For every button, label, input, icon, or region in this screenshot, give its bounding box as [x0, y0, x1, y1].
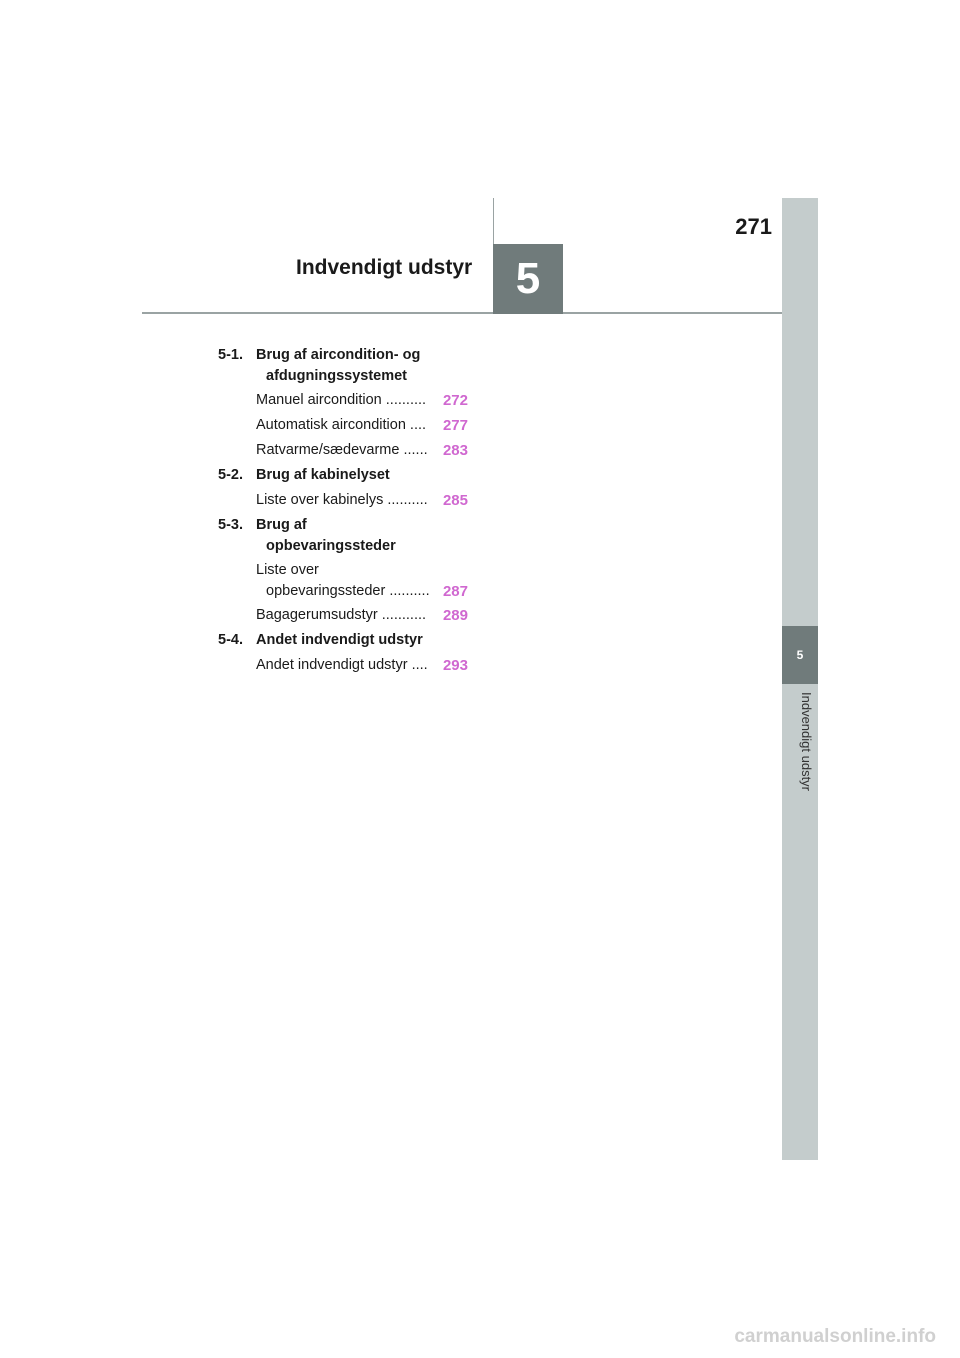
section-number: 5-4.: [218, 632, 243, 648]
section-title: [256, 630, 466, 651]
section-title: [256, 345, 466, 387]
side-chapter-tab[interactable]: 5: [782, 626, 818, 684]
toc-entry[interactable]: [256, 440, 468, 461]
entry-page-link[interactable]: 283: [442, 442, 468, 459]
entry-page-link[interactable]: 287: [442, 583, 468, 600]
section-title-line: opbevaringssteder: [266, 538, 396, 554]
toc-entry[interactable]: [256, 655, 468, 676]
section-title-line: afdugningssystemet: [266, 368, 407, 384]
section-title-line: Brug af kabinelyset: [256, 467, 390, 483]
side-chapter-label: Indvendigt udstyr: [799, 692, 814, 792]
chapter-title: Indvendigt udstyr: [296, 256, 473, 279]
watermark: carmanualsonline.info: [734, 1326, 936, 1347]
entry-label: Andet indvendigt udstyr ....: [256, 657, 428, 673]
toc-entry[interactable]: [256, 490, 468, 511]
entry-page-link[interactable]: 277: [442, 417, 468, 434]
toc-entry[interactable]: [256, 605, 468, 626]
entry-label: opbevaringssteder ..........: [266, 583, 430, 599]
entry-label-line: Liste over: [256, 562, 319, 578]
section-number: 5-3.: [218, 517, 243, 533]
toc-entry[interactable]: [256, 415, 468, 436]
entry-page-link[interactable]: 293: [442, 657, 468, 674]
section-title-line: Brug af: [256, 517, 307, 533]
section-title: [256, 465, 466, 486]
entry-label: Bagagerumsudstyr ...........: [256, 607, 427, 623]
entry-label: Ratvarme/sædevarme ......: [256, 442, 428, 458]
entry-label: Manuel aircondition ..........: [256, 392, 427, 408]
section-title-line: Brug af aircondition- og: [256, 347, 421, 363]
entry-label: Automatisk aircondition ....: [256, 417, 427, 433]
toc-entry[interactable]: [256, 390, 468, 411]
entry-page-link[interactable]: 272: [442, 392, 468, 409]
page-number: 271: [735, 214, 772, 239]
section-title: [256, 515, 466, 557]
section-title-line: Andet indvendigt udstyr: [256, 632, 423, 648]
chapter-number-box: 5: [493, 244, 563, 314]
entry-label: Liste over kabinelys ..........: [256, 492, 428, 508]
section-number: 5-2.: [218, 467, 243, 483]
entry-page-link[interactable]: 285: [442, 492, 468, 509]
toc-entry[interactable]: [256, 560, 468, 602]
entry-page-link[interactable]: 289: [442, 607, 468, 624]
section-number: 5-1.: [218, 347, 243, 363]
